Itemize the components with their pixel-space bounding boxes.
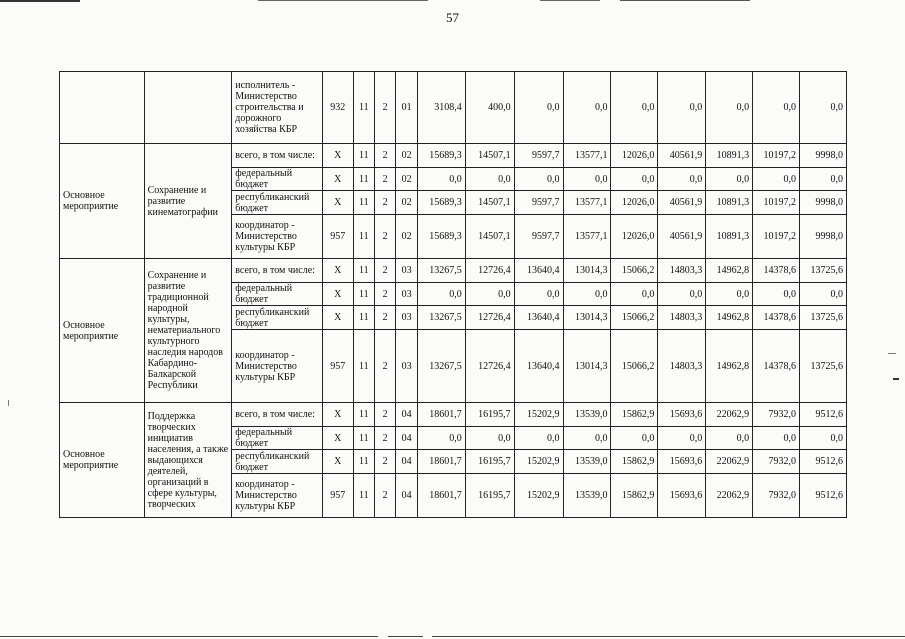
- code-cell: 03: [396, 283, 417, 306]
- amount-cell: 15066,2: [611, 259, 658, 283]
- amount-cell: 0,0: [800, 427, 847, 450]
- amount-cell: 0,0: [563, 72, 611, 144]
- amount-cell: 18601,7: [417, 450, 465, 474]
- code-cell: 11: [353, 191, 374, 215]
- amount-cell: 15693,6: [658, 403, 706, 427]
- amount-cell: 9998,0: [800, 215, 847, 259]
- amount-cell: 15202,9: [514, 474, 563, 518]
- amount-cell: 10197,2: [753, 191, 800, 215]
- amount-cell: 13267,5: [417, 259, 465, 283]
- table-row: [60, 259, 847, 283]
- code-cell: 11: [353, 215, 374, 259]
- amount-cell: 15202,9: [514, 450, 563, 474]
- code-cell: 11: [353, 283, 374, 306]
- amount-cell: 15862,9: [611, 450, 658, 474]
- amount-cell: 12726,4: [465, 306, 514, 330]
- code-cell: 04: [396, 427, 417, 450]
- scan-edge-line: [0, 0, 80, 2]
- amount-cell: 13640,4: [514, 330, 563, 403]
- amount-cell: 15689,3: [417, 144, 465, 168]
- amount-cell: 13640,4: [514, 259, 563, 283]
- code-cell: X: [322, 450, 353, 474]
- scan-mark: [893, 378, 899, 380]
- code-cell: X: [322, 144, 353, 168]
- amount-cell: 14378,6: [753, 259, 800, 283]
- code-cell: X: [322, 191, 353, 215]
- code-cell: 02: [396, 144, 417, 168]
- budget-table: [59, 71, 847, 518]
- amount-cell: 9597,7: [514, 215, 563, 259]
- measure-name-cell: Сохранение и развитие традиционной народной культуры, нематериального культурного наследия народов Кабардино-Балкарской Республики: [144, 259, 232, 403]
- amount-cell: 0,0: [611, 427, 658, 450]
- amount-cell: 40561,9: [658, 215, 706, 259]
- amount-cell: 0,0: [611, 283, 658, 306]
- amount-cell: 10891,3: [706, 191, 753, 215]
- scan-edge-line: [388, 636, 423, 637]
- source-cell: республиканский бюджет: [232, 306, 323, 330]
- amount-cell: 15693,6: [658, 450, 706, 474]
- amount-cell: 14378,6: [753, 330, 800, 403]
- code-cell: 11: [353, 144, 374, 168]
- amount-cell: 13267,5: [417, 306, 465, 330]
- amount-cell: 22062,9: [706, 403, 753, 427]
- amount-cell: 16195,7: [465, 474, 514, 518]
- scan-edge-line: [0, 636, 378, 637]
- code-cell: X: [322, 427, 353, 450]
- code-cell: 03: [396, 306, 417, 330]
- table-row: [60, 144, 847, 168]
- source-cell: исполнитель - Министерство строительства и дорожного хозяйства КБР: [232, 72, 323, 144]
- code-cell: 04: [396, 450, 417, 474]
- code-cell: 2: [374, 330, 395, 403]
- scan-edge-line: [258, 0, 428, 1]
- scan-mark: [8, 400, 9, 406]
- code-cell: 04: [396, 474, 417, 518]
- amount-cell: 0,0: [753, 427, 800, 450]
- amount-cell: 0,0: [706, 72, 753, 144]
- amount-cell: 0,0: [514, 283, 563, 306]
- amount-cell: 13577,1: [563, 215, 611, 259]
- amount-cell: 0,0: [706, 427, 753, 450]
- amount-cell: 400,0: [465, 72, 514, 144]
- amount-cell: 13725,6: [800, 306, 847, 330]
- amount-cell: 13267,5: [417, 330, 465, 403]
- source-cell: республиканский бюджет: [232, 191, 323, 215]
- amount-cell: 0,0: [658, 283, 706, 306]
- source-cell: федеральный бюджет: [232, 168, 323, 191]
- amount-cell: 0,0: [658, 427, 706, 450]
- source-cell: координатор - Министерство культуры КБР: [232, 474, 323, 518]
- amount-cell: 0,0: [800, 72, 847, 144]
- amount-cell: 0,0: [753, 283, 800, 306]
- code-cell: X: [322, 168, 353, 191]
- code-cell: X: [322, 259, 353, 283]
- amount-cell: 40561,9: [658, 191, 706, 215]
- amount-cell: 40561,9: [658, 144, 706, 168]
- amount-cell: 0,0: [417, 427, 465, 450]
- table-row: [60, 72, 847, 144]
- code-cell: X: [322, 403, 353, 427]
- code-cell: 02: [396, 168, 417, 191]
- amount-cell: 0,0: [417, 168, 465, 191]
- code-cell: 2: [374, 474, 395, 518]
- amount-cell: 13014,3: [563, 330, 611, 403]
- amount-cell: 0,0: [465, 168, 514, 191]
- code-cell: 2: [374, 72, 395, 144]
- source-cell: всего, в том числе:: [232, 144, 323, 168]
- measure-name-cell: Сохранение и развитие кинематографии: [144, 144, 232, 259]
- status-cell: Основное мероприятие: [60, 403, 145, 518]
- amount-cell: 0,0: [800, 168, 847, 191]
- amount-cell: 13725,6: [800, 330, 847, 403]
- amount-cell: 0,0: [514, 168, 563, 191]
- amount-cell: 14507,1: [465, 215, 514, 259]
- amount-cell: 3108,4: [417, 72, 465, 144]
- code-cell: 03: [396, 330, 417, 403]
- code-cell: 11: [353, 306, 374, 330]
- amount-cell: 7932,0: [753, 474, 800, 518]
- source-cell: всего, в том числе:: [232, 403, 323, 427]
- amount-cell: 18601,7: [417, 403, 465, 427]
- amount-cell: 7932,0: [753, 450, 800, 474]
- code-cell: 11: [353, 72, 374, 144]
- amount-cell: 14962,8: [706, 306, 753, 330]
- code-cell: 957: [322, 330, 353, 403]
- amount-cell: 13014,3: [563, 259, 611, 283]
- scan-edge-line: [432, 636, 905, 637]
- amount-cell: 12726,4: [465, 259, 514, 283]
- amount-cell: 0,0: [465, 427, 514, 450]
- amount-cell: 13014,3: [563, 306, 611, 330]
- source-cell: республиканский бюджет: [232, 450, 323, 474]
- source-cell: координатор - Министерство культуры КБР: [232, 215, 323, 259]
- measure-name-cell: [144, 72, 232, 144]
- scan-mark: [888, 353, 896, 354]
- amount-cell: 9597,7: [514, 191, 563, 215]
- scan-edge-line: [540, 0, 600, 1]
- amount-cell: 14803,3: [658, 330, 706, 403]
- amount-cell: 16195,7: [465, 450, 514, 474]
- page-number: 57: [446, 10, 459, 25]
- measure-name-cell: Поддержка творческих инициатив населения, а также выдающихся деятелей, организаций в сфере культуры, творческих: [144, 403, 232, 518]
- amount-cell: 15693,6: [658, 474, 706, 518]
- source-cell: федеральный бюджет: [232, 283, 323, 306]
- amount-cell: 15689,3: [417, 215, 465, 259]
- amount-cell: 16195,7: [465, 403, 514, 427]
- code-cell: 2: [374, 191, 395, 215]
- code-cell: 11: [353, 168, 374, 191]
- source-cell: всего, в том числе:: [232, 259, 323, 283]
- source-cell: федеральный бюджет: [232, 427, 323, 450]
- amount-cell: 13539,0: [563, 474, 611, 518]
- amount-cell: 13539,0: [563, 450, 611, 474]
- code-cell: 04: [396, 403, 417, 427]
- amount-cell: 9512,6: [800, 403, 847, 427]
- code-cell: X: [322, 283, 353, 306]
- amount-cell: 0,0: [753, 168, 800, 191]
- code-cell: 957: [322, 215, 353, 259]
- amount-cell: 9512,6: [800, 450, 847, 474]
- amount-cell: 13577,1: [563, 191, 611, 215]
- amount-cell: 12026,0: [611, 191, 658, 215]
- amount-cell: 12026,0: [611, 215, 658, 259]
- amount-cell: 0,0: [563, 283, 611, 306]
- table-row: [60, 403, 847, 427]
- amount-cell: 0,0: [611, 168, 658, 191]
- amount-cell: 13577,1: [563, 144, 611, 168]
- amount-cell: 14803,3: [658, 259, 706, 283]
- code-cell: 11: [353, 403, 374, 427]
- code-cell: 2: [374, 144, 395, 168]
- code-cell: 957: [322, 474, 353, 518]
- amount-cell: 15689,3: [417, 191, 465, 215]
- code-cell: 11: [353, 259, 374, 283]
- table-body: [60, 72, 847, 518]
- code-cell: 932: [322, 72, 353, 144]
- amount-cell: 0,0: [706, 283, 753, 306]
- amount-cell: 0,0: [611, 72, 658, 144]
- code-cell: X: [322, 306, 353, 330]
- amount-cell: 14803,3: [658, 306, 706, 330]
- amount-cell: 15202,9: [514, 403, 563, 427]
- amount-cell: 0,0: [465, 283, 514, 306]
- amount-cell: 0,0: [800, 283, 847, 306]
- amount-cell: 10197,2: [753, 215, 800, 259]
- code-cell: 03: [396, 259, 417, 283]
- status-cell: Основное мероприятие: [60, 144, 145, 259]
- amount-cell: 9998,0: [800, 191, 847, 215]
- amount-cell: 15862,9: [611, 403, 658, 427]
- amount-cell: 7932,0: [753, 403, 800, 427]
- code-cell: 02: [396, 191, 417, 215]
- amount-cell: 18601,7: [417, 474, 465, 518]
- amount-cell: 9512,6: [800, 474, 847, 518]
- code-cell: 2: [374, 283, 395, 306]
- status-cell: Основное мероприятие: [60, 259, 145, 403]
- amount-cell: 0,0: [514, 427, 563, 450]
- amount-cell: 14962,8: [706, 330, 753, 403]
- code-cell: 2: [374, 450, 395, 474]
- amount-cell: 13539,0: [563, 403, 611, 427]
- scan-edge-line: [620, 0, 750, 1]
- code-cell: 2: [374, 215, 395, 259]
- amount-cell: 12026,0: [611, 144, 658, 168]
- amount-cell: 14507,1: [465, 144, 514, 168]
- amount-cell: 22062,9: [706, 450, 753, 474]
- amount-cell: 0,0: [417, 283, 465, 306]
- amount-cell: 14962,8: [706, 259, 753, 283]
- amount-cell: 15862,9: [611, 474, 658, 518]
- code-cell: 01: [396, 72, 417, 144]
- amount-cell: 10197,2: [753, 144, 800, 168]
- amount-cell: 0,0: [753, 72, 800, 144]
- amount-cell: 10891,3: [706, 144, 753, 168]
- status-cell: [60, 72, 145, 144]
- code-cell: 11: [353, 450, 374, 474]
- code-cell: 2: [374, 427, 395, 450]
- amount-cell: 14378,6: [753, 306, 800, 330]
- amount-cell: 0,0: [563, 168, 611, 191]
- source-cell: координатор - Министерство культуры КБР: [232, 330, 323, 403]
- code-cell: 2: [374, 259, 395, 283]
- amount-cell: 0,0: [514, 72, 563, 144]
- amount-cell: 0,0: [658, 168, 706, 191]
- code-cell: 11: [353, 474, 374, 518]
- amount-cell: 10891,3: [706, 215, 753, 259]
- amount-cell: 0,0: [563, 427, 611, 450]
- amount-cell: 12726,4: [465, 330, 514, 403]
- amount-cell: 13725,6: [800, 259, 847, 283]
- code-cell: 2: [374, 403, 395, 427]
- code-cell: 02: [396, 215, 417, 259]
- code-cell: 2: [374, 168, 395, 191]
- amount-cell: 14507,1: [465, 191, 514, 215]
- code-cell: 11: [353, 427, 374, 450]
- amount-cell: 22062,9: [706, 474, 753, 518]
- amount-cell: 15066,2: [611, 306, 658, 330]
- amount-cell: 13640,4: [514, 306, 563, 330]
- amount-cell: 0,0: [658, 72, 706, 144]
- code-cell: 2: [374, 306, 395, 330]
- code-cell: 11: [353, 330, 374, 403]
- amount-cell: 0,0: [706, 168, 753, 191]
- amount-cell: 15066,2: [611, 330, 658, 403]
- amount-cell: 9998,0: [800, 144, 847, 168]
- amount-cell: 9597,7: [514, 144, 563, 168]
